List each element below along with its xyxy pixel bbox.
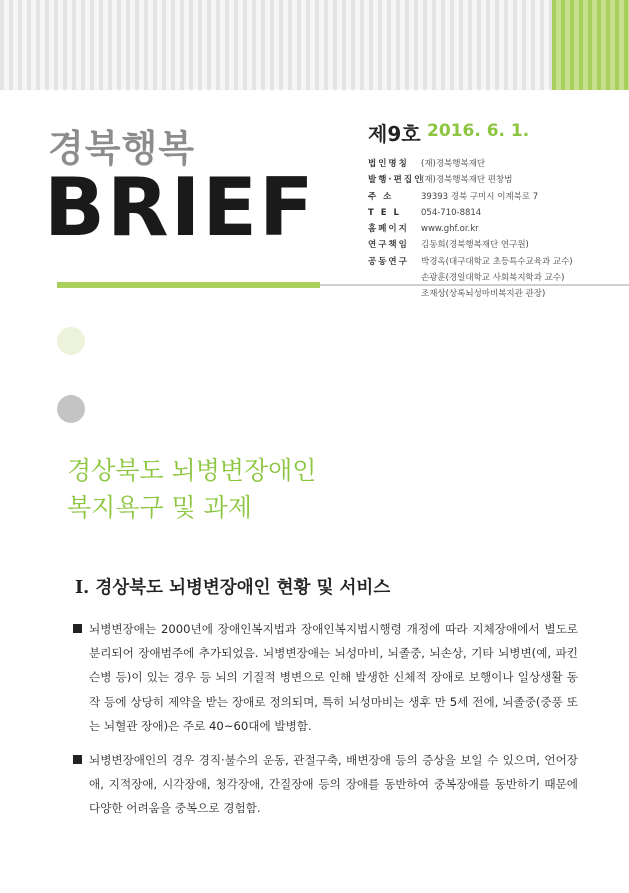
info-row xyxy=(368,205,618,221)
website-link[interactable]: www.ghf.or.kr xyxy=(421,224,479,235)
decorative-circle-gray xyxy=(57,395,85,423)
report-title-line1: 경상북도 뇌병변장애인 xyxy=(67,456,317,485)
info-label: 홈페이지 xyxy=(368,224,409,235)
info-row xyxy=(368,189,618,205)
list-item xyxy=(73,748,578,821)
header-green-accent xyxy=(552,0,629,90)
report-title-line2: 복지욕구 및 과제 xyxy=(67,493,252,522)
decorative-circle-light xyxy=(57,327,85,355)
info-value: 박경옥(대구대학교 초등특수교육과 교수) 손광훈(경일대학교 사회복지학과 교수) 조재상(상록뇌성마비복지관 관장) xyxy=(421,256,573,300)
header-stripe-band xyxy=(0,0,629,90)
info-value: (재)경북행복재단 편창범 xyxy=(421,175,513,186)
report-title xyxy=(67,452,316,526)
bullet-list xyxy=(73,617,578,831)
bullet-text: 뇌병변장애는 2000년에 장애인복지법과 장애인복지법시행령 개정에 따라 지체장애에서 별도로 분리되어 장애범주에 추가되었음. 뇌병변장애는 뇌성마비, 뇌졸중, 뇌손상, 기타 뇌병변(예, 파킨슨병 등)이 있는 경우 등 뇌의 기질적 병변으로 인해 발생한 신체적 장애로 보행이나 일상생활 동작 등에 상당히 제약을 받는 장애로 정의되며, 특히 뇌성마비는 생후 만 5세 전에, 뇌졸중(중풍 또는 뇌혈관 장애)은 주로 40~60대에 발병함. xyxy=(89,622,578,733)
info-value: 김동희(경북행복재단 연구원) xyxy=(421,240,529,251)
publication-brief-title: BRIEF xyxy=(44,161,316,254)
info-row xyxy=(368,221,618,237)
issue-date: 2016. 6. 1. xyxy=(427,121,530,141)
info-label: 발행·편집인 xyxy=(368,175,425,186)
info-value: 39393 경북 구미시 이계북로 7 xyxy=(421,191,539,202)
info-value: (재)경북행복재단 xyxy=(421,159,486,169)
info-label: T E L xyxy=(368,207,401,218)
bullet-square-icon xyxy=(73,755,82,764)
section-heading: Ⅰ. 경상북도 뇌병변장애인 현황 및 서비스 xyxy=(75,578,391,598)
info-row xyxy=(368,254,618,303)
info-label: 연구책임 xyxy=(368,240,409,251)
bullet-square-icon xyxy=(73,624,82,633)
divider-green xyxy=(57,282,320,288)
info-row xyxy=(368,156,618,172)
info-label: 공동연구 xyxy=(368,256,409,267)
info-row xyxy=(368,172,618,188)
info-value: 054-710-8814 xyxy=(421,207,482,218)
publication-korean-title: 경북행복 xyxy=(48,127,195,170)
issue-number: 제9호 xyxy=(368,122,421,146)
info-label: 법인명칭 xyxy=(368,159,409,169)
bullet-text: 뇌병변장애인의 경우 경직·불수의 운동, 관절구축, 배변장애 등의 증상을 보일 수 있으며, 언어장애, 지적장애, 시각장애, 청각장애, 간질장애 등의 장애를 동반하여 중복장애를 동반하기 때문에 다양한 어려움을 중복으로 경험함. xyxy=(89,753,578,816)
info-label: 주 소 xyxy=(368,191,394,202)
info-row xyxy=(368,237,618,253)
divider-gray xyxy=(320,284,629,286)
list-item xyxy=(73,617,578,738)
publication-info-table xyxy=(368,156,618,303)
